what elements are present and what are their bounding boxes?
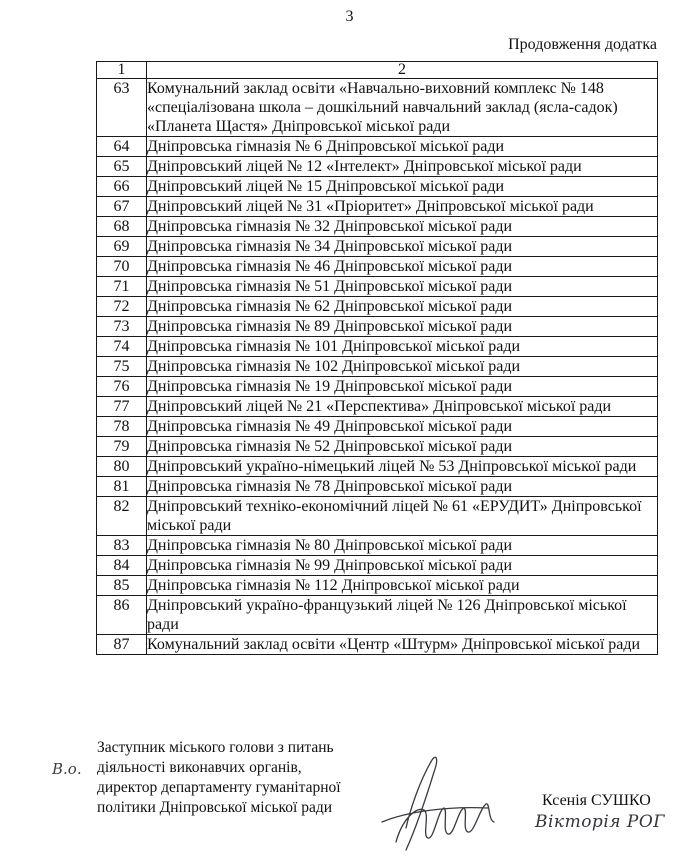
institution-name: Дніпровський техніко-економічний ліцей № 61 «ЕРУДИТ» Дніпровської міської ради xyxy=(147,497,658,536)
institution-name: Дніпровська гімназія № 6 Дніпровської міської ради xyxy=(147,137,658,157)
handwritten-acting-prefix: В.о. xyxy=(52,760,82,778)
table-row xyxy=(97,576,658,596)
institution-name: Дніпровська гімназія № 46 Дніпровської міської ради xyxy=(147,257,658,277)
institution-name: Дніпровський україно-німецький ліцей № 53 Дніпровської міської ради xyxy=(147,457,658,477)
row-number: 66 xyxy=(97,177,147,197)
table-row xyxy=(97,536,658,556)
institution-name: Дніпровська гімназія № 99 Дніпровської міської ради xyxy=(147,556,658,576)
institution-name: Дніпровський ліцей № 31 «Пріоритет» Дніпровської міської ради xyxy=(147,197,658,217)
row-number: 78 xyxy=(97,417,147,437)
row-number: 80 xyxy=(97,457,147,477)
row-number: 63 xyxy=(97,79,147,137)
institutions-table xyxy=(96,61,658,655)
row-number: 75 xyxy=(97,357,147,377)
row-number: 86 xyxy=(97,596,147,635)
institution-name: Дніпровська гімназія № 51 Дніпровської міської ради xyxy=(147,277,658,297)
table-body xyxy=(97,79,658,655)
institution-name: Дніпровська гімназія № 52 Дніпровської міської ради xyxy=(147,437,658,457)
table-row xyxy=(97,277,658,297)
institution-name: Дніпровська гімназія № 102 Дніпровської міської ради xyxy=(147,357,658,377)
table-row xyxy=(97,417,658,437)
signatory-title-line: політики Дніпровської міської ради xyxy=(97,799,333,816)
table-row xyxy=(97,635,658,655)
row-number: 81 xyxy=(97,477,147,497)
continuation-label: Продовження додатка xyxy=(508,36,657,53)
table-row xyxy=(97,317,658,337)
row-number: 72 xyxy=(97,297,147,317)
row-number: 85 xyxy=(97,576,147,596)
institution-name: Дніпровська гімназія № 34 Дніпровської міської ради xyxy=(147,237,658,257)
signatory-title-line: діяльності виконавчих органів, xyxy=(97,759,302,776)
row-number: 64 xyxy=(97,137,147,157)
row-number: 77 xyxy=(97,397,147,417)
row-number: 84 xyxy=(97,556,147,576)
table-row xyxy=(97,217,658,237)
row-number: 79 xyxy=(97,437,147,457)
row-number: 74 xyxy=(97,337,147,357)
table-row xyxy=(97,337,658,357)
signer-name: Ксенія СУШКО xyxy=(542,792,651,809)
table-row xyxy=(97,157,658,177)
row-number: 87 xyxy=(97,635,147,655)
table-row xyxy=(97,237,658,257)
row-number: 82 xyxy=(97,497,147,536)
institution-name: Комунальний заклад освіти «Центр «Штурм» Дніпровської міської ради xyxy=(147,635,658,655)
row-number: 69 xyxy=(97,237,147,257)
handwritten-acting-name: Вікторія РОГ xyxy=(535,812,666,832)
institution-name: Дніпровська гімназія № 80 Дніпровської міської ради xyxy=(147,536,658,556)
row-number: 70 xyxy=(97,257,147,277)
institution-name: Дніпровська гімназія № 49 Дніпровської міської ради xyxy=(147,417,658,437)
table-row xyxy=(97,596,658,635)
table-row xyxy=(97,477,658,497)
table-row xyxy=(97,177,658,197)
table-row xyxy=(97,377,658,397)
row-number: 76 xyxy=(97,377,147,397)
page-number: 3 xyxy=(345,8,354,25)
institution-name: Дніпровська гімназія № 89 Дніпровської міської ради xyxy=(147,317,658,337)
table-row xyxy=(97,556,658,576)
row-number: 71 xyxy=(97,277,147,297)
institution-name: Дніпровський ліцей № 21 «Перспектива» Дніпровської міської ради xyxy=(147,397,658,417)
institution-name: Дніпровський україно-французький ліцей № 126 Дніпровської міської ради xyxy=(147,596,658,635)
table-row xyxy=(97,397,658,417)
table-row xyxy=(97,137,658,157)
table-row xyxy=(97,457,658,477)
column-header-2: 2 xyxy=(147,62,658,79)
row-number: 67 xyxy=(97,197,147,217)
institution-name: Дніпровська гімназія № 78 Дніпровської міської ради xyxy=(147,477,658,497)
institution-name: Дніпровський ліцей № 12 «Інтелект» Дніпровської міської ради xyxy=(147,157,658,177)
row-number: 83 xyxy=(97,536,147,556)
table-row xyxy=(97,497,658,536)
table-row xyxy=(97,257,658,277)
table-row xyxy=(97,197,658,217)
table-row xyxy=(97,297,658,317)
row-number: 68 xyxy=(97,217,147,237)
institution-name: Дніпровська гімназія № 62 Дніпровської міської ради xyxy=(147,297,658,317)
institution-name: Дніпровський ліцей № 15 Дніпровської міської ради xyxy=(147,177,658,197)
row-number: 65 xyxy=(97,157,147,177)
table-row xyxy=(97,437,658,457)
table-row xyxy=(97,79,658,137)
table-header-row xyxy=(97,62,658,79)
institution-name: Дніпровська гімназія № 101 Дніпровської міської ради xyxy=(147,337,658,357)
signature-block xyxy=(97,738,341,818)
table-row xyxy=(97,357,658,377)
handwritten-signature xyxy=(376,750,506,860)
column-header-1: 1 xyxy=(97,62,147,79)
institution-name: Дніпровська гімназія № 32 Дніпровської міської ради xyxy=(147,217,658,237)
signatory-title-line: Заступник міського голови з питань xyxy=(97,739,334,756)
institution-name: Дніпровська гімназія № 19 Дніпровської міської ради xyxy=(147,377,658,397)
signatory-title-line: директор департаменту гуманітарної xyxy=(97,779,341,796)
row-number: 73 xyxy=(97,317,147,337)
institution-name: Дніпровська гімназія № 112 Дніпровської міської ради xyxy=(147,576,658,596)
institution-name: Комунальний заклад освіти «Навчально-виховний комплекс № 148 «спеціалізована школа – дошкільний навчальний заклад (ясла-садок) «Планета Щастя» Дніпровської міської ради xyxy=(147,79,658,137)
